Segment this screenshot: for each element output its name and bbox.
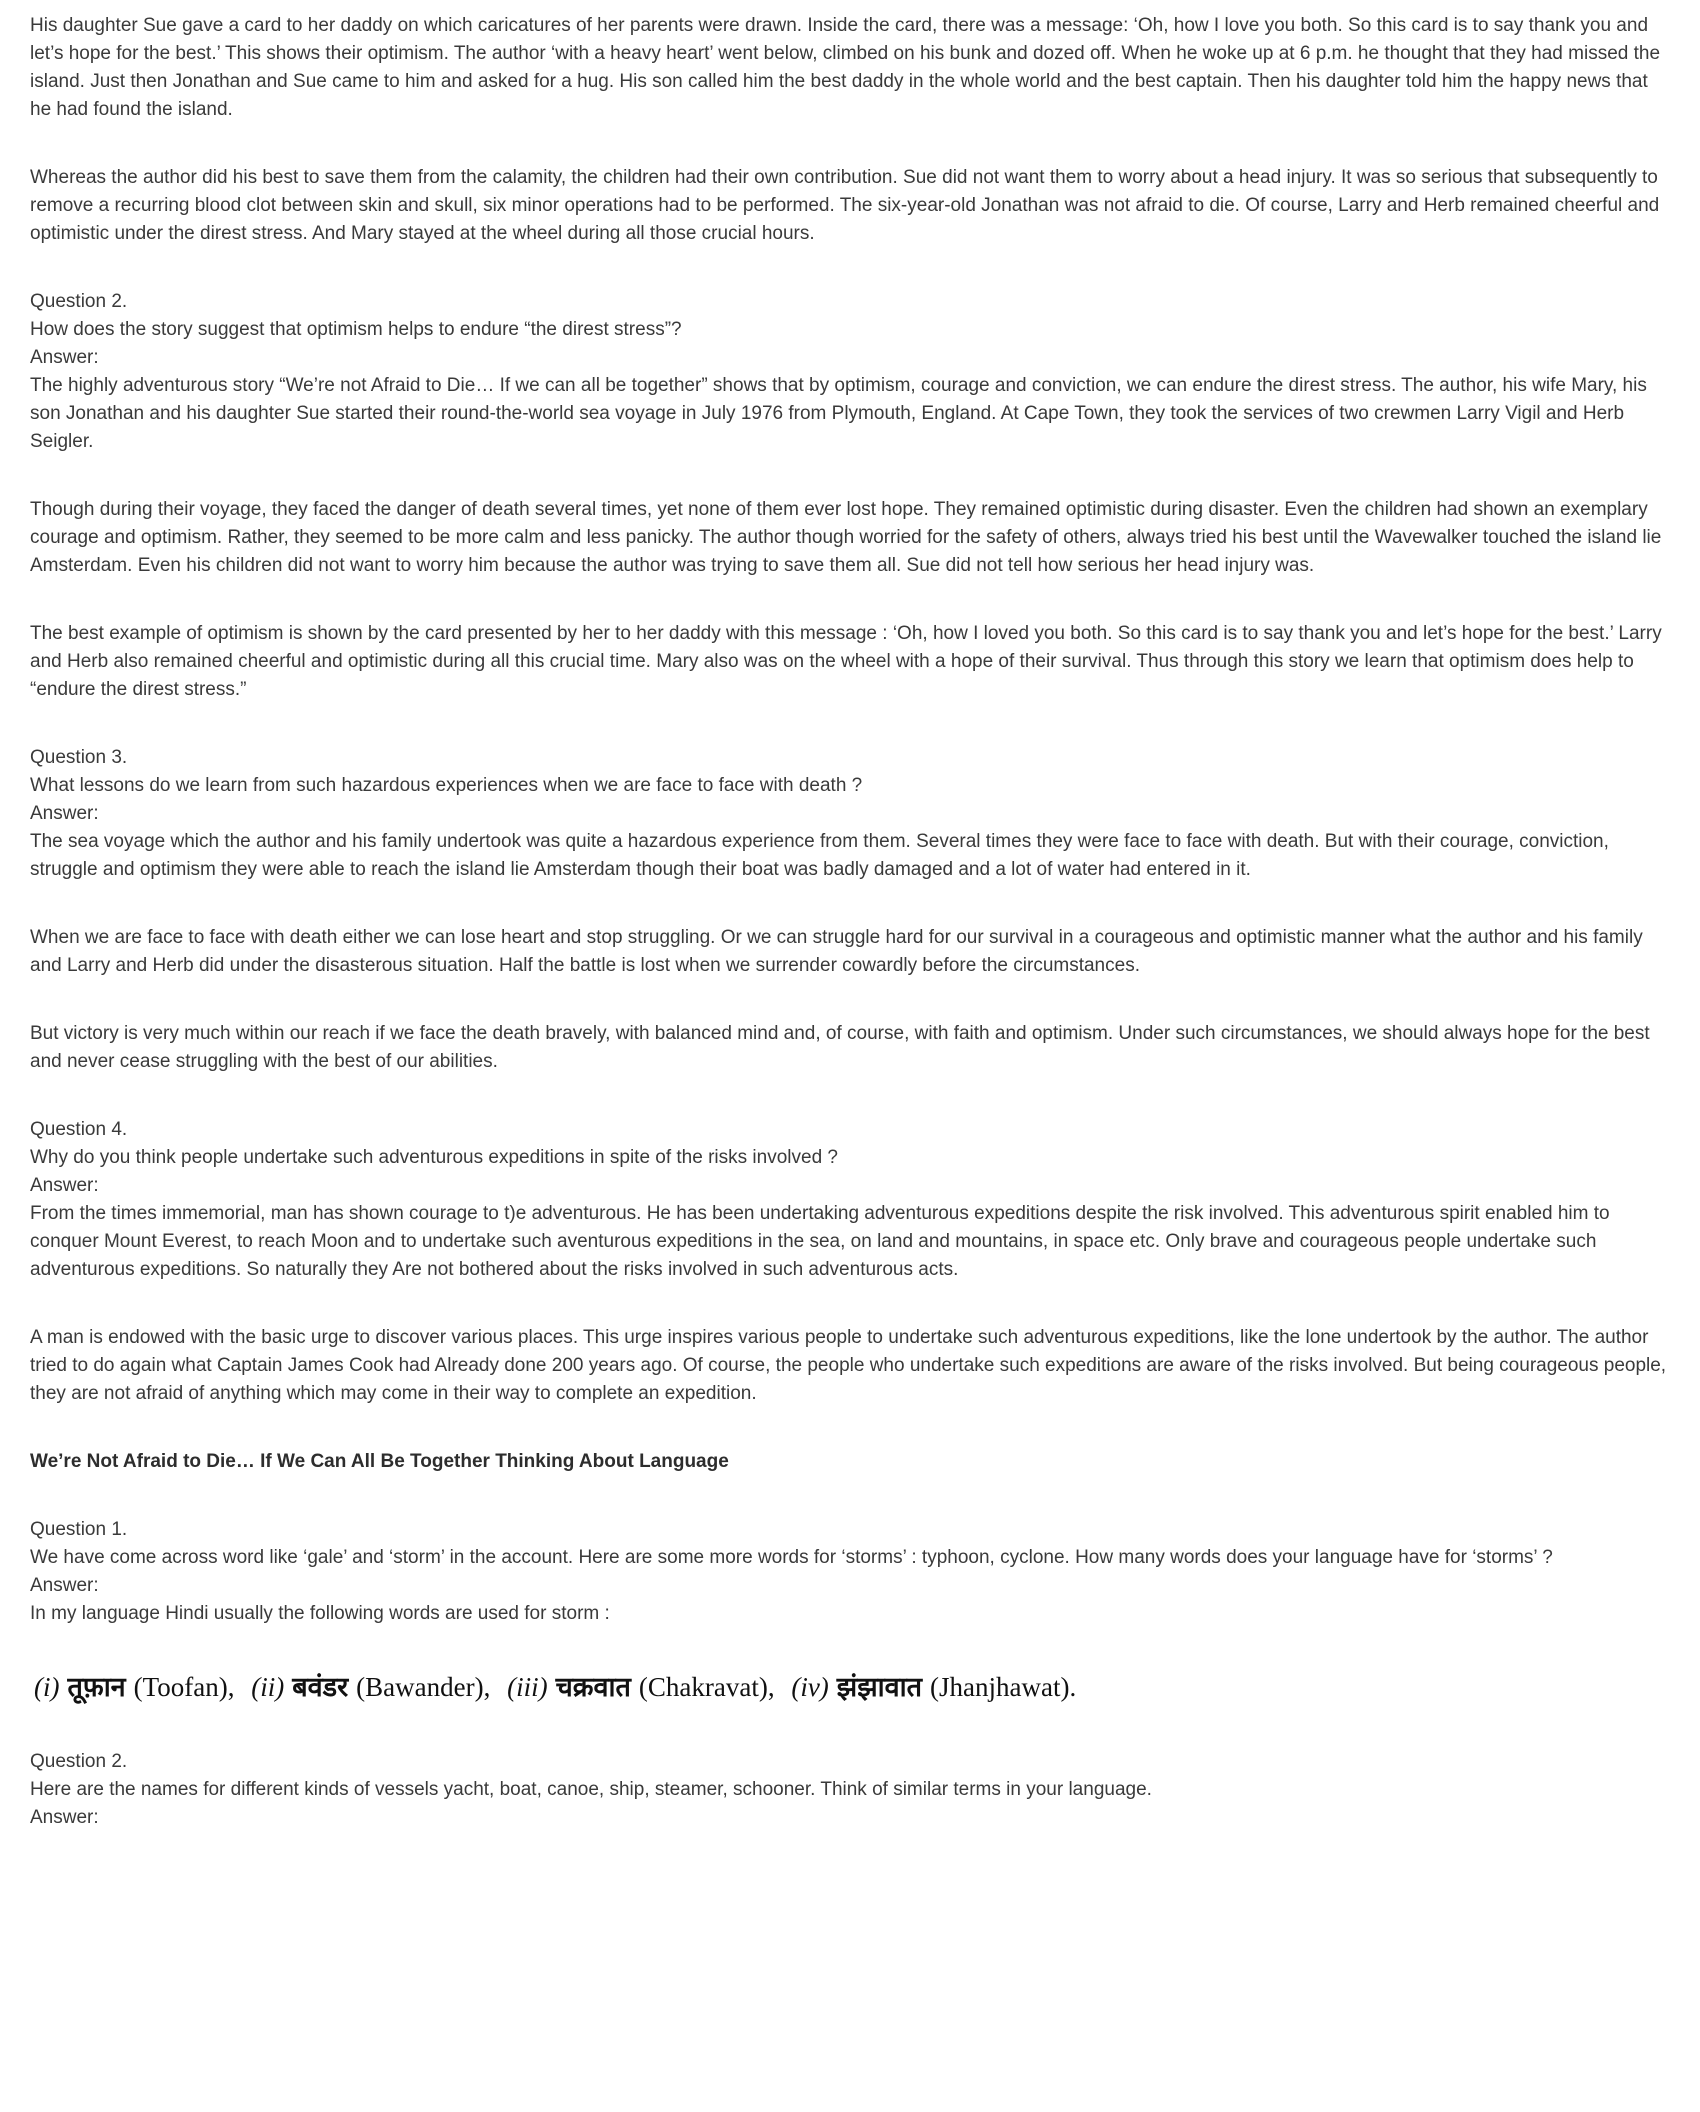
- answer-paragraph: Whereas the author did his best to save them from the calamity, the children had their own contribution. Sue did not want them to worry about a head injury. It was so serious that subsequently to remove a recurring blood clot between skin and skull, six minor operations had to be performed. The six-year-old Jonathan was not afraid to die. Of course, Larry and Herb remained cheerful and optimistic under the direst stress. And Mary stayed at the wheel during all those crucial hours.: [30, 167, 1660, 244]
- section-heading: We’re Not Afraid to Die… If We Can All Be Together Thinking About Language: [30, 1451, 729, 1472]
- thinking-language-question-2-block: [30, 1748, 1672, 1832]
- answer-intro: In my language Hindi usually the following words are used for storm :: [30, 1603, 610, 1624]
- answer-label: Answer:: [30, 1807, 99, 1828]
- answer-paragraph: From the times immemorial, man has shown courage to t)e adventurous. He has been undertaking adventurous expeditions despite the risk involved. This adventurous spirit enabled him to conquer Mount Everest, to reach Moon and to undertake such aventurous expeditions in the sea, on land and mountains, in space etc. Only brave and courageous people undertake such adventurous expeditions. So naturally they Are not bothered about the risks involved in such adventurous acts.: [30, 1203, 1610, 1280]
- storm-words-scanned-line: [34, 1668, 1672, 1706]
- storm-word-index: (i): [34, 1672, 60, 1702]
- question-2-block: [30, 288, 1672, 456]
- question-text: We have come across word like ‘gale’ and ‘storm’ in the account. Here are some more words for ‘storms’ : typhoon, cyclone. How many words does your language have for ‘storms’ ?: [30, 1547, 1553, 1568]
- answer-paragraph: A man is endowed with the basic urge to discover various places. This urge inspires various people to undertake such adventurous expeditions, like the lone undertook by the author. The author tried to do again what Captain James Cook had Already done 200 years ago. Of course, the people who undertake such expeditions are aware of the risks involved. But being courageous people, they are not afraid of anything which may come in their way to complete an expedition.: [30, 1327, 1667, 1404]
- question-text: Why do you think people undertake such adventurous expeditions in spite of the risks involved ?: [30, 1147, 838, 1168]
- storm-word-item: [507, 1672, 774, 1702]
- storm-word-index: (ii): [251, 1672, 285, 1702]
- question-label: Question 1.: [30, 1519, 128, 1540]
- answer-paragraph: Though during their voyage, they faced the danger of death several times, yet none of them ever lost hope. They remained optimistic during disaster. Even the children had shown an exemplary courage and optimism. Rather, they seemed to be more calm and less panicky. The author though worried for the safety of others, always tried his best until the Wavewalker touched the island lie Amsterdam. Even his children did not want to worry him because the author was trying to save them all. Sue did not tell how serious her head injury was.: [30, 499, 1662, 576]
- storm-word-roman: (Bawander),: [356, 1672, 491, 1702]
- question-text: What lessons do we learn from such hazardous experiences when we are face to face with death ?: [30, 775, 863, 796]
- storm-word-index: (iii): [507, 1672, 548, 1702]
- storm-word-hindi: झंझावात: [836, 1672, 923, 1702]
- storm-word-hindi: बवंडर: [292, 1672, 349, 1702]
- question-label: Question 2.: [30, 291, 128, 312]
- answer-paragraph: His daughter Sue gave a card to her daddy on which caricatures of her parents were drawn. Inside the card, there was a message: ‘Oh, how I love you both. So this card is to say thank you and let’s hope for the best.’ This shows their optimism. The author ‘with a heavy heart’ went below, climbed on his bunk and dozed off. When he woke up at 6 p.m. he thought that they had missed the island. Just then Jonathan and Sue came to him and asked for a hug. His son called him the best daddy in the whole world and the best captain. Then his daughter told him the happy news that he had found the island.: [30, 15, 1661, 120]
- answer-paragraph: The highly adventurous story “We’re not Afraid to Die… If we can all be together” shows that by optimism, courage and conviction, we can endure the direst stress. The author, his wife Mary, his son Jonathan and his daughter Sue started their round-the-world sea voyage in July 1976 from Plymouth, England. At Cape Town, they took the services of two crewmen Larry Vigil and Herb Seigler.: [30, 375, 1647, 452]
- answer-paragraph: The best example of optimism is shown by the card presented by her to her daddy with this message : ‘Oh, how I loved you both. So this card is to say thank you and let’s hope for the best.’ Larry and Herb also remained cheerful and optimistic during all this crucial time. Mary also was on the wheel with a hope of their survival. Thus through this story we learn that optimism does help to “endure the direst stress.”: [30, 623, 1662, 700]
- answer-paragraph: When we are face to face with death either we can lose heart and stop struggling. Or we can struggle hard for our survival in a courageous and optimistic manner what the author and his family and Larry and Herb did under the disasterous situation. Half the battle is lost when we surrender cowardly before the circumstances.: [30, 927, 1643, 976]
- answer-label: Answer:: [30, 347, 99, 368]
- question-4-block: [30, 1116, 1672, 1284]
- storm-word-roman: (Jhanjhawat).: [930, 1672, 1077, 1702]
- storm-word-hindi: तूफ़ान: [67, 1672, 126, 1702]
- storm-word-item: [34, 1672, 235, 1702]
- answer-paragraph: But victory is very much within our reach if we face the death bravely, with balanced mind and, of course, with faith and optimism. Under such circumstances, we should always hope for the best and never cease struggling with the best of our abilities.: [30, 1023, 1650, 1072]
- answer-paragraph: The sea voyage which the author and his family undertook was quite a hazardous experience from them. Several times they were face to face with death. But with their courage, conviction, struggle and optimism they were able to reach the island lie Amsterdam though their boat was badly damaged and a lot of water had entered in it.: [30, 831, 1609, 880]
- storm-word-item: [791, 1672, 1076, 1702]
- storm-word-roman: (Toofan),: [133, 1672, 235, 1702]
- answer-label: Answer:: [30, 803, 99, 824]
- question-text: Here are the names for different kinds of vessels yacht, boat, canoe, ship, steamer, schooner. Think of similar terms in your language.: [30, 1779, 1152, 1800]
- storm-word-roman: (Chakravat),: [638, 1672, 775, 1702]
- question-label: Question 2.: [30, 1751, 128, 1772]
- answer-label: Answer:: [30, 1575, 99, 1596]
- question-label: Question 4.: [30, 1119, 128, 1140]
- answer-label: Answer:: [30, 1175, 99, 1196]
- thinking-language-question-1-block: [30, 1516, 1672, 1628]
- question-3-block: [30, 744, 1672, 884]
- storm-word-hindi: चक्रवात: [555, 1672, 631, 1702]
- storm-word-index: (iv): [791, 1672, 829, 1702]
- question-label: Question 3.: [30, 747, 128, 768]
- storm-word-item: [251, 1672, 490, 1702]
- question-text: How does the story suggest that optimism helps to endure “the direst stress”?: [30, 319, 682, 340]
